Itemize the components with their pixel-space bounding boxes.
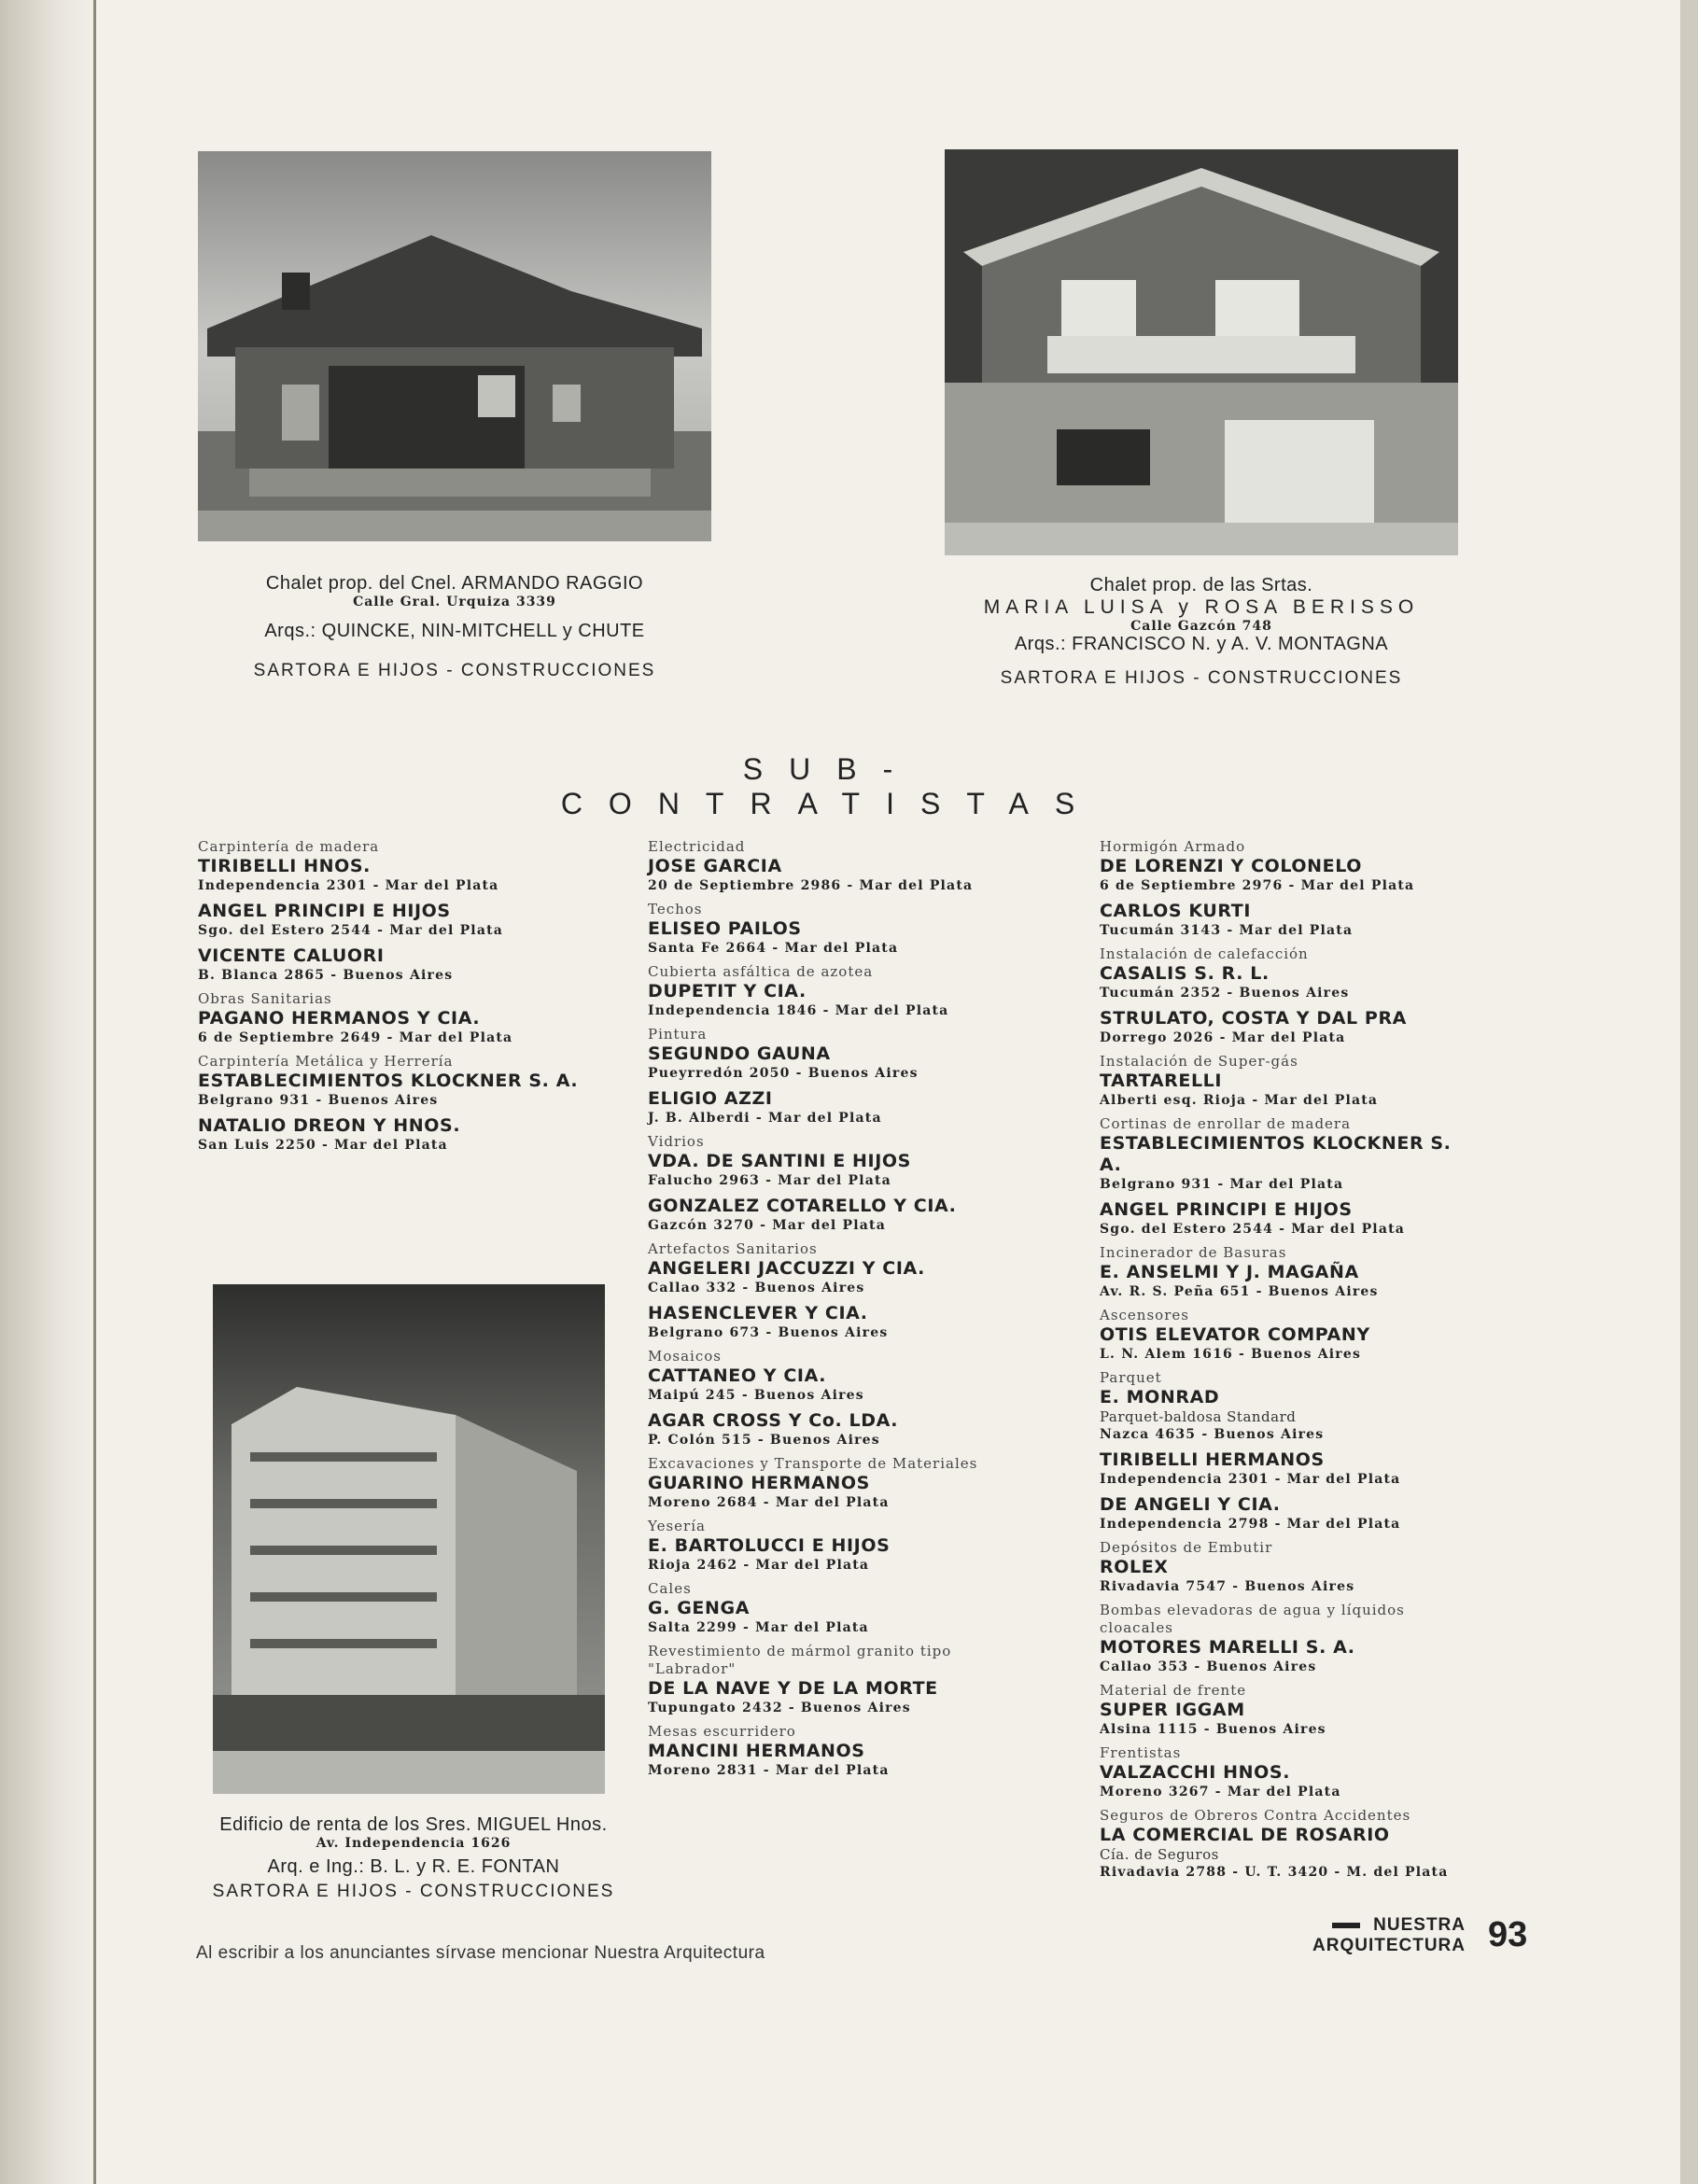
contractor-entry bbox=[198, 901, 637, 940]
contractor-address: Tucumán 2352 - Buenos Aires bbox=[1100, 986, 1350, 1001]
contractor-entry bbox=[1100, 1449, 1473, 1489]
trade-category: Ascensores bbox=[1100, 1307, 1189, 1323]
contractor-address: Nazca 4635 - Buenos Aires bbox=[1100, 1427, 1325, 1442]
caption-address: Av. Independencia 1626 bbox=[316, 1836, 512, 1851]
contractor-name: SUPER IGGAM bbox=[1100, 1700, 1245, 1720]
contractor-name: JOSE GARCIA bbox=[648, 856, 782, 876]
book-gutter bbox=[0, 0, 98, 2184]
contractor-address: Rivadavia 2788 - U. T. 3420 - M. del Plata bbox=[1100, 1865, 1449, 1880]
contractor-entry bbox=[1100, 1602, 1473, 1676]
trade-category: Material de frente bbox=[1100, 1682, 1247, 1699]
contractor-entry bbox=[648, 838, 1021, 895]
contractor-name: NATALIO DREON Y HNOS. bbox=[198, 1115, 461, 1136]
contractor-name: AGAR CROSS Y Co. LDA. bbox=[648, 1410, 899, 1431]
contractor-address: Tupungato 2432 - Buenos Aires bbox=[648, 1701, 911, 1715]
contractor-address: 6 de Septiembre 2649 - Mar del Plata bbox=[198, 1030, 513, 1045]
magazine-name-line2: ARQUITECTURA bbox=[1312, 1936, 1466, 1955]
contractor-name: ELISEO PAILOS bbox=[648, 918, 802, 939]
contractor-entry bbox=[1100, 945, 1473, 1002]
page-number: 93 bbox=[1488, 1915, 1528, 1954]
contractor-entry bbox=[648, 1518, 1021, 1575]
trade-category: Incinerador de Basuras bbox=[1100, 1244, 1287, 1261]
contractor-entry bbox=[1100, 901, 1473, 940]
trade-category: Pintura bbox=[648, 1026, 708, 1043]
contractor-entry bbox=[648, 901, 1021, 958]
contractor-address: Callao 332 - Buenos Aires bbox=[648, 1281, 865, 1295]
contractor-name: CASALIS S. R. L. bbox=[1100, 963, 1270, 984]
photo-chalet-raggio bbox=[198, 151, 711, 541]
magazine-name bbox=[1307, 1915, 1466, 1956]
contractor-entry bbox=[648, 1410, 1021, 1449]
contractor-address: 20 de Septiembre 2986 - Mar del Plata bbox=[648, 878, 974, 893]
contractor-name: OTIS ELEVATOR COMPANY bbox=[1100, 1324, 1370, 1345]
contractor-address: J. B. Alberdi - Mar del Plata bbox=[648, 1111, 882, 1126]
contractor-entry bbox=[198, 1053, 637, 1110]
contractor-entry bbox=[648, 1240, 1021, 1297]
contractor-subtitle: Cía. de Seguros bbox=[1100, 1846, 1219, 1863]
trade-category: Cubierta asfáltica de azotea bbox=[648, 963, 874, 980]
contractor-address: Belgrano 673 - Buenos Aires bbox=[648, 1325, 889, 1340]
trade-category: Mosaicos bbox=[648, 1348, 722, 1365]
contractor-entry bbox=[648, 1026, 1021, 1083]
contractor-name: ANGELERI JACCUZZI Y CIA. bbox=[648, 1258, 925, 1279]
contractor-name: ROLEX bbox=[1100, 1557, 1169, 1577]
trade-category: Electricidad bbox=[648, 838, 746, 855]
contractor-entry bbox=[1100, 1744, 1473, 1801]
contractor-address: Maipú 245 - Buenos Aires bbox=[648, 1388, 864, 1403]
contractor-name: ANGEL PRINCIPI E HIJOS bbox=[198, 901, 451, 921]
photo-chalet-berisso bbox=[945, 149, 1458, 555]
contractor-entry bbox=[1100, 1539, 1473, 1596]
contractor-entry bbox=[198, 1115, 637, 1155]
contractor-address: Callao 353 - Buenos Aires bbox=[1100, 1659, 1317, 1674]
column-2 bbox=[648, 838, 1021, 1785]
trade-category: Yesería bbox=[648, 1518, 706, 1534]
trade-category: Obras Sanitarias bbox=[198, 990, 332, 1007]
trade-category: Vidrios bbox=[648, 1133, 705, 1150]
contractor-address: Belgrano 931 - Buenos Aires bbox=[198, 1093, 439, 1108]
magazine-bar bbox=[1332, 1923, 1360, 1928]
contractor-name: GUARINO HERMANOS bbox=[648, 1473, 870, 1493]
trade-category: Instalación de Super-gás bbox=[1100, 1053, 1298, 1070]
caption-chalet-raggio bbox=[198, 573, 711, 681]
gutter-line bbox=[93, 0, 96, 2184]
caption-architects: Arqs.: QUINCKE, NIN-MITCHELL y CHUTE bbox=[264, 621, 645, 641]
contractor-name: ESTABLECIMIENTOS KLOCKNER S. A. bbox=[1100, 1133, 1452, 1175]
column-3 bbox=[1100, 838, 1473, 1887]
caption-owners: MARIA LUISA y ROSA BERISSO bbox=[983, 596, 1420, 618]
contractor-entry bbox=[1100, 1369, 1473, 1444]
contractor-entry bbox=[198, 990, 637, 1047]
contractor-entry bbox=[1100, 1199, 1473, 1239]
contractor-name: TARTARELLI bbox=[1100, 1071, 1223, 1091]
page-edge bbox=[1680, 0, 1698, 2184]
trade-category: Bombas elevadoras de agua y líquidos cloacales bbox=[1100, 1602, 1405, 1636]
contractor-entry bbox=[648, 1133, 1021, 1190]
contractor-name: VDA. DE SANTINI E HIJOS bbox=[648, 1151, 911, 1171]
trade-category: Techos bbox=[648, 901, 703, 917]
trade-category: Revestimiento de mármol granito tipo "Labrador" bbox=[648, 1643, 952, 1677]
trade-category: Cortinas de enrollar de madera bbox=[1100, 1115, 1352, 1132]
contractor-entry bbox=[648, 963, 1021, 1020]
contractor-address: Moreno 2684 - Mar del Plata bbox=[648, 1495, 890, 1510]
contractor-address: Sgo. del Estero 2544 - Mar del Plata bbox=[1100, 1222, 1406, 1237]
contractor-name: HASENCLEVER Y CIA. bbox=[648, 1303, 868, 1323]
contractor-name: SEGUNDO GAUNA bbox=[648, 1043, 831, 1064]
contractor-name: GONZALEZ COTARELLO Y CIA. bbox=[648, 1196, 957, 1216]
contractor-address: Independencia 2301 - Mar del Plata bbox=[198, 878, 499, 893]
contractor-name: CARLOS KURTI bbox=[1100, 901, 1251, 921]
contractor-entry bbox=[648, 1348, 1021, 1405]
contractor-address: Pueyrredón 2050 - Buenos Aires bbox=[648, 1066, 919, 1081]
contractor-address: Sgo. del Estero 2544 - Mar del Plata bbox=[198, 923, 504, 938]
contractor-address: Moreno 3267 - Mar del Plata bbox=[1100, 1785, 1341, 1799]
trade-category: Carpintería de madera bbox=[198, 838, 380, 855]
contractor-entry bbox=[1100, 1807, 1473, 1882]
trade-category: Frentistas bbox=[1100, 1744, 1182, 1761]
contractor-entry bbox=[1100, 1307, 1473, 1364]
photo-chalet-berisso-image bbox=[945, 149, 1458, 555]
contractor-address: Gazcón 3270 - Mar del Plata bbox=[648, 1218, 886, 1233]
column-1 bbox=[198, 838, 637, 1160]
contractor-subtitle: Parquet-baldosa Standard bbox=[1100, 1408, 1297, 1425]
contractor-entry bbox=[648, 1580, 1021, 1637]
contractor-address: San Luis 2250 - Mar del Plata bbox=[198, 1138, 448, 1153]
contractor-name: MANCINI HERMANOS bbox=[648, 1741, 865, 1761]
footer-note: Al escribir a los anunciantes sírvase mencionar Nuestra Arquitectura bbox=[196, 1943, 765, 1963]
trade-category: Depósitos de Embutir bbox=[1100, 1539, 1273, 1556]
trade-category: Excavaciones y Transporte de Materiales bbox=[648, 1455, 978, 1472]
contractor-name: E. MONRAD bbox=[1100, 1387, 1220, 1407]
trade-category: Cales bbox=[648, 1580, 692, 1597]
contractor-name: VICENTE CALUORI bbox=[198, 945, 385, 966]
contractor-address: Alberti esq. Rioja - Mar del Plata bbox=[1100, 1093, 1379, 1108]
contractor-name: PAGANO HERMANOS Y CIA. bbox=[198, 1008, 481, 1029]
contractor-address: Alsina 1115 - Buenos Aires bbox=[1100, 1722, 1326, 1737]
caption-title: Chalet prop. de las Srtas. bbox=[1089, 575, 1313, 595]
trade-category: Carpintería Metálica y Herrería bbox=[198, 1053, 454, 1070]
contractor-address: Rioja 2462 - Mar del Plata bbox=[648, 1558, 870, 1573]
caption-firm: SARTORA E HIJOS - CONSTRUCCIONES bbox=[1000, 668, 1403, 688]
contractor-name: ANGEL PRINCIPI E HIJOS bbox=[1100, 1199, 1353, 1220]
caption-architects: Arq. e Ing.: B. L. y R. E. FONTAN bbox=[267, 1856, 560, 1877]
trade-category: Hormigón Armado bbox=[1100, 838, 1246, 855]
contractor-name: DE LA NAVE Y DE LA MORTE bbox=[648, 1678, 938, 1699]
contractor-entry bbox=[1100, 1244, 1473, 1301]
caption-address: Calle Gazcón 748 bbox=[1130, 619, 1272, 634]
photo-chalet-raggio-image bbox=[198, 151, 711, 541]
contractor-entry bbox=[1100, 1115, 1473, 1194]
contractor-name: LA COMERCIAL DE ROSARIO bbox=[1100, 1825, 1390, 1845]
contractor-address: Dorrego 2026 - Mar del Plata bbox=[1100, 1030, 1346, 1045]
contractor-name: MOTORES MARELLI S. A. bbox=[1100, 1637, 1355, 1658]
contractor-name: DE LORENZI Y COLONELO bbox=[1100, 856, 1363, 876]
contractor-address: Salta 2299 - Mar del Plata bbox=[648, 1620, 869, 1635]
contractor-entry bbox=[1100, 838, 1473, 895]
contractor-name: DUPETIT Y CIA. bbox=[648, 981, 807, 1001]
contractor-address: Santa Fe 2664 - Mar del Plata bbox=[648, 941, 899, 956]
contractor-entry bbox=[1100, 1682, 1473, 1739]
contractor-name: ELIGIO AZZI bbox=[648, 1088, 773, 1109]
caption-edificio-miguel bbox=[198, 1814, 629, 1902]
contractor-entry bbox=[648, 1643, 1021, 1717]
contractor-entry bbox=[648, 1303, 1021, 1342]
trade-category: Mesas escurridero bbox=[648, 1723, 796, 1740]
contractor-address: Falucho 2963 - Mar del Plata bbox=[648, 1173, 891, 1188]
caption-firm: SARTORA E HIJOS - CONSTRUCCIONES bbox=[253, 661, 656, 680]
contractor-address: 6 de Septiembre 2976 - Mar del Plata bbox=[1100, 878, 1415, 893]
trade-category: Parquet bbox=[1100, 1369, 1162, 1386]
caption-chalet-berisso bbox=[945, 575, 1458, 689]
contractor-entry bbox=[1100, 1053, 1473, 1110]
contractor-name: G. GENGA bbox=[648, 1598, 751, 1618]
contractor-address: Moreno 2831 - Mar del Plata bbox=[648, 1763, 890, 1778]
contractor-address: L. N. Alem 1616 - Buenos Aires bbox=[1100, 1347, 1362, 1362]
contractor-name: STRULATO, COSTA Y DAL PRA bbox=[1100, 1008, 1407, 1029]
contractor-address: P. Colón 515 - Buenos Aires bbox=[648, 1433, 880, 1448]
contractor-address: Av. R. S. Peña 651 - Buenos Aires bbox=[1100, 1284, 1379, 1299]
section-title: SUB-CONTRATISTAS bbox=[560, 752, 1102, 820]
caption-address: Calle Gral. Urquiza 3339 bbox=[353, 595, 556, 609]
contractor-address: Rivadavia 7547 - Buenos Aires bbox=[1100, 1579, 1355, 1594]
contractor-entry bbox=[648, 1196, 1021, 1235]
contractor-name: DE ANGELI Y CIA. bbox=[1100, 1494, 1281, 1515]
contractor-address: Tucumán 3143 - Mar del Plata bbox=[1100, 923, 1354, 938]
caption-title: Edificio de renta de los Sres. MIGUEL Hnos. bbox=[219, 1814, 608, 1835]
contractor-address: Belgrano 931 - Mar del Plata bbox=[1100, 1177, 1344, 1192]
contractor-entry bbox=[1100, 1008, 1473, 1047]
photo-edificio-miguel bbox=[213, 1284, 605, 1794]
contractor-name: CATTANEO Y CIA. bbox=[648, 1365, 827, 1386]
contractor-entry bbox=[648, 1723, 1021, 1780]
contractor-name: ESTABLECIMIENTOS KLOCKNER S. A. bbox=[198, 1071, 579, 1091]
contractor-name: VALZACCHI HNOS. bbox=[1100, 1762, 1291, 1783]
contractor-entry bbox=[1100, 1494, 1473, 1533]
contractor-entry bbox=[198, 838, 637, 895]
contractor-address: Independencia 2301 - Mar del Plata bbox=[1100, 1472, 1401, 1487]
magazine-name-line1: NUESTRA bbox=[1373, 1915, 1466, 1935]
caption-architects: Arqs.: FRANCISCO N. y A. V. MONTAGNA bbox=[1014, 634, 1389, 654]
trade-category: Artefactos Sanitarios bbox=[648, 1240, 818, 1257]
trade-category: Instalación de calefacción bbox=[1100, 945, 1309, 962]
contractor-entry bbox=[648, 1455, 1021, 1512]
contractor-address: B. Blanca 2865 - Buenos Aires bbox=[198, 968, 454, 983]
caption-title: Chalet prop. del Cnel. ARMANDO RAGGIO bbox=[265, 573, 644, 594]
contractor-entry bbox=[648, 1088, 1021, 1127]
trade-category: Seguros de Obreros Contra Accidentes bbox=[1100, 1807, 1411, 1824]
photo-edificio-miguel-image bbox=[213, 1284, 605, 1794]
contractor-address: Independencia 1846 - Mar del Plata bbox=[648, 1003, 949, 1018]
contractor-name: TIRIBELLI HNOS. bbox=[198, 856, 371, 876]
contractor-name: E. BARTOLUCCI E HIJOS bbox=[648, 1535, 891, 1556]
contractor-address: Independencia 2798 - Mar del Plata bbox=[1100, 1517, 1401, 1532]
contractor-entry bbox=[198, 945, 637, 985]
contractor-name: E. ANSELMI Y J. MAGAÑA bbox=[1100, 1262, 1359, 1282]
contractor-name: TIRIBELLI HERMANOS bbox=[1100, 1449, 1325, 1470]
caption-firm: SARTORA E HIJOS - CONSTRUCCIONES bbox=[212, 1882, 615, 1901]
